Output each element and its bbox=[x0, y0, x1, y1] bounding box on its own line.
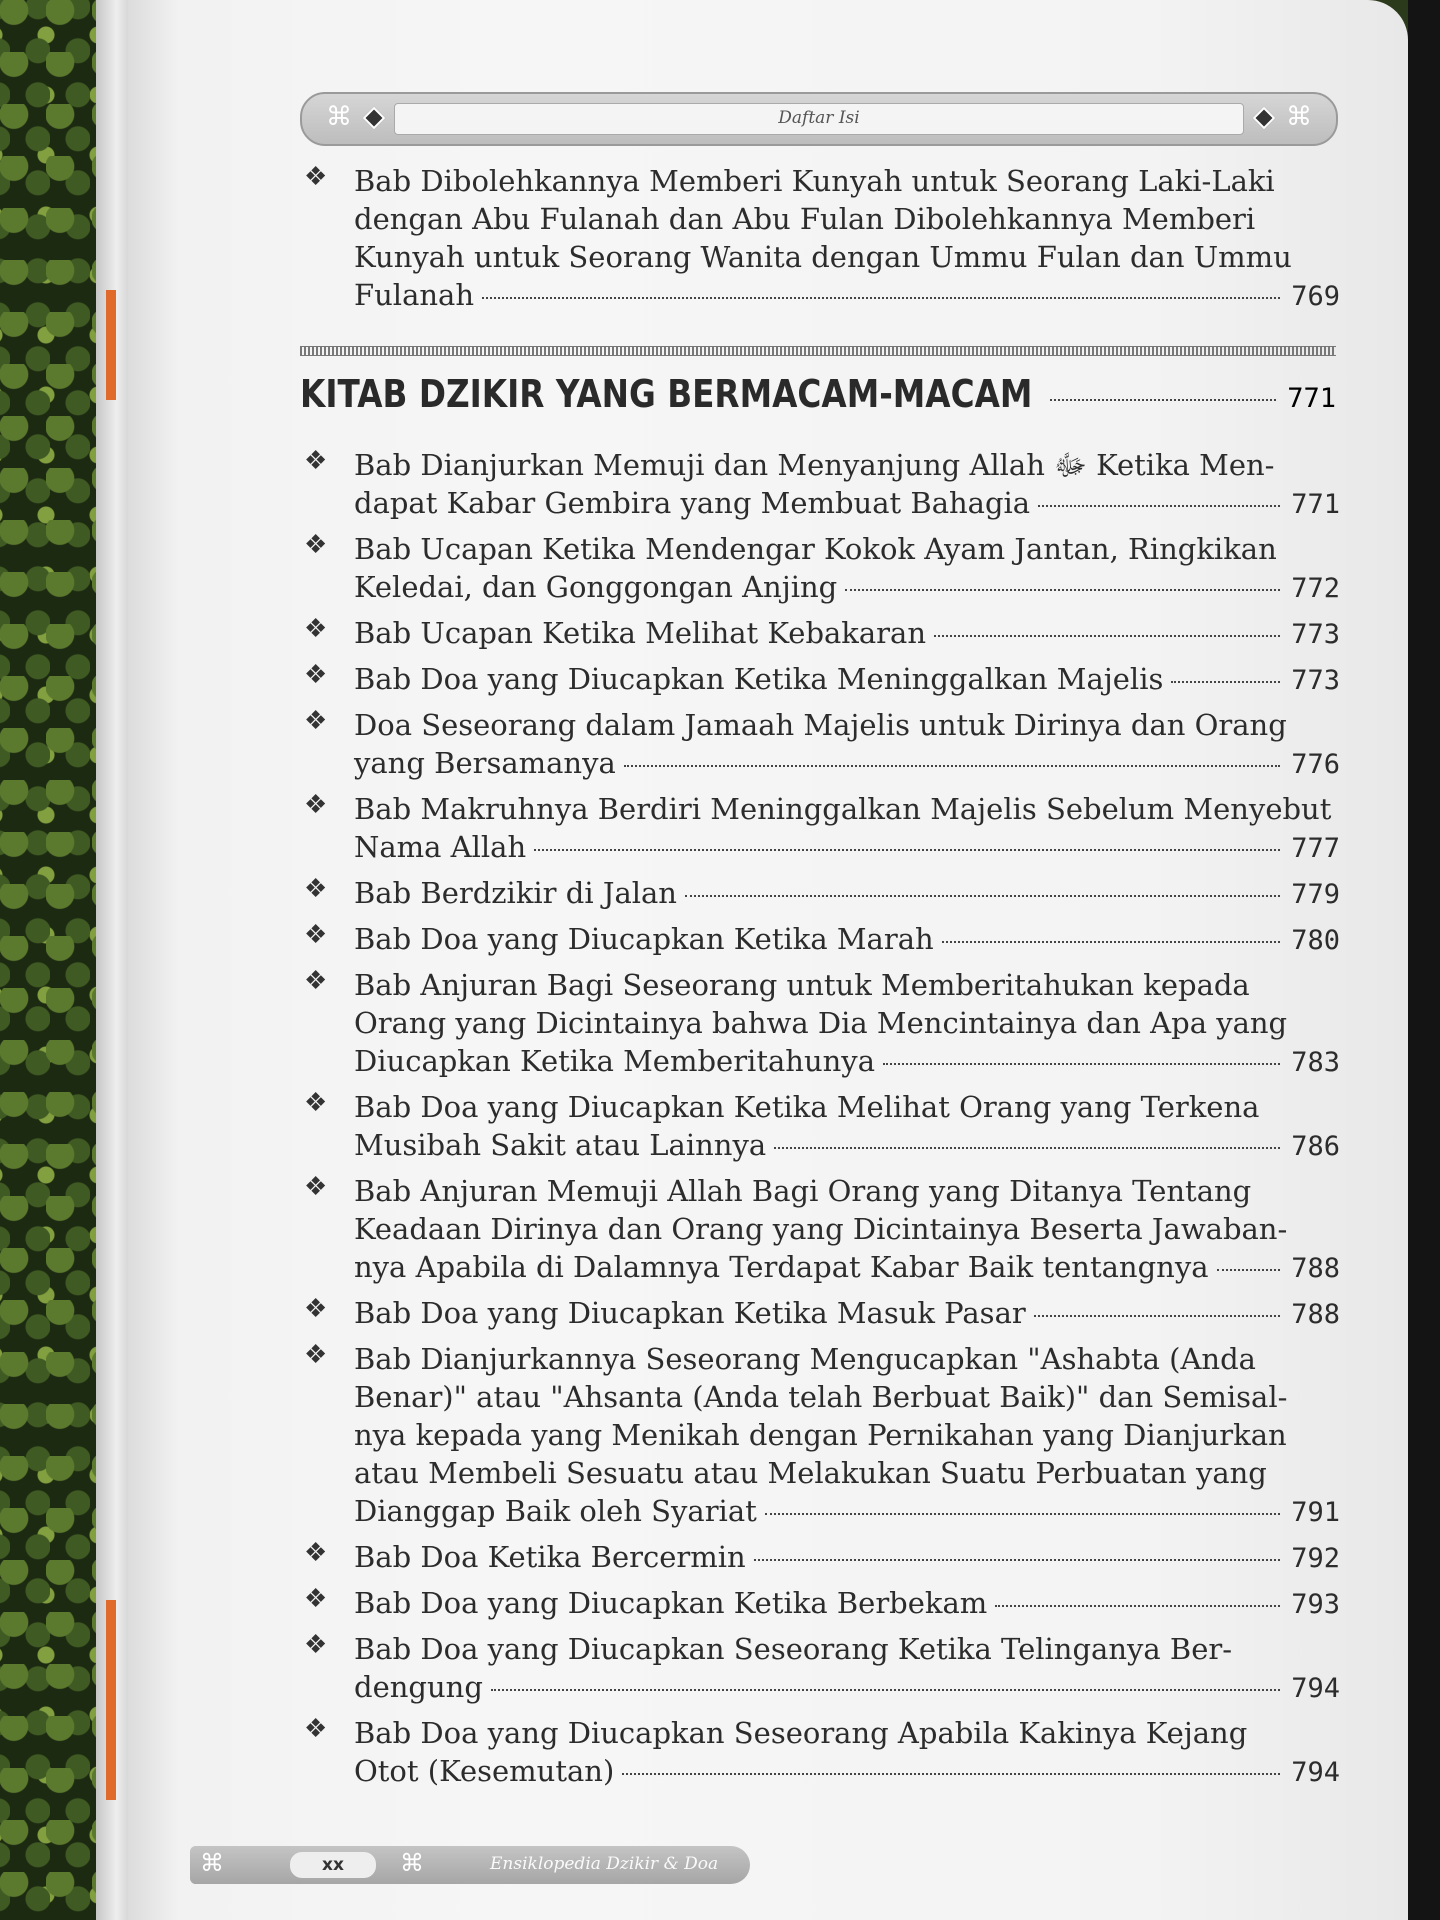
dot-leader bbox=[995, 1605, 1280, 1607]
dot-leader bbox=[1038, 505, 1280, 507]
diamond-bullet-icon: ❖ bbox=[304, 1714, 328, 1744]
knot-ornament-icon: ⌘ bbox=[400, 1849, 424, 1877]
toc-entry-text: Bab Doa Ketika Bercermin bbox=[354, 1540, 746, 1574]
toc-entry-last-line bbox=[354, 920, 1340, 960]
diamond-bullet-icon: ❖ bbox=[304, 706, 328, 736]
dot-leader bbox=[754, 1559, 1280, 1561]
dot-leader bbox=[491, 1689, 1280, 1691]
header-title-box bbox=[394, 103, 1244, 135]
toc-entry-last-line bbox=[354, 1492, 1340, 1532]
knot-ornament-icon: ⌘ bbox=[1286, 102, 1312, 132]
toc-entry-last-line bbox=[354, 276, 1340, 316]
dot-leader bbox=[622, 1773, 1280, 1775]
footer-page-number: xx bbox=[290, 1852, 376, 1878]
header-title: Daftar Isi bbox=[778, 108, 860, 128]
toc-page-number: 783 bbox=[1291, 1047, 1340, 1078]
toc-entry-line: Keadaan Dirinya dan Orang yang Dicintainya Beserta Jawaban- bbox=[354, 1212, 1288, 1246]
dot-leader bbox=[1171, 681, 1280, 683]
toc-page-number: 793 bbox=[1291, 1589, 1340, 1620]
toc-entry-text: Bab Ucapan Ketika Melihat Kebakaran bbox=[354, 616, 926, 650]
header-ornament-bar bbox=[300, 92, 1338, 146]
footer-bar bbox=[190, 1846, 750, 1884]
toc-page-number: 777 bbox=[1291, 833, 1340, 864]
dot-leader bbox=[1034, 1315, 1280, 1317]
toc-page-number: 786 bbox=[1291, 1131, 1340, 1162]
toc-entry-last-line bbox=[354, 1538, 1340, 1578]
diamond-bullet-icon: ❖ bbox=[304, 1088, 328, 1118]
toc-entry-line: atau Membeli Sesuatu atau Melakukan Suatu Perbuatan yang bbox=[354, 1456, 1267, 1490]
toc-entry-line: Bab Dibolehkannya Memberi Kunyah untuk Seorang Laki-Laki bbox=[354, 164, 1275, 198]
toc-entry-text: Bab Berdzikir di Jalan bbox=[354, 876, 677, 910]
diamond-bullet-icon: ❖ bbox=[304, 966, 328, 996]
toc-entry-last-line bbox=[354, 1248, 1340, 1288]
dot-leader bbox=[482, 297, 1280, 299]
diamond-bullet-icon: ❖ bbox=[304, 446, 328, 476]
toc-entry-last-line bbox=[354, 874, 1340, 914]
toc-entry-line: Benar)" atau "Ahsanta (Anda telah Berbuat Baik)" dan Semisal- bbox=[354, 1380, 1288, 1414]
toc-entry-line: Kunyah untuk Seorang Wanita dengan Ummu Fulan dan Ummu bbox=[354, 240, 1292, 274]
diamond-ornament-icon bbox=[363, 107, 386, 130]
toc-entry-text: Fulanah bbox=[354, 278, 475, 312]
orange-bookmark-tab bbox=[106, 1600, 116, 1800]
diamond-bullet-icon: ❖ bbox=[304, 1294, 328, 1324]
diamond-bullet-icon: ❖ bbox=[304, 660, 328, 690]
toc-page-number: 772 bbox=[1291, 573, 1340, 604]
diamond-bullet-icon: ❖ bbox=[304, 614, 328, 644]
toc-entry-line: Bab Anjuran Bagi Seseorang untuk Memberitahukan kepada bbox=[354, 968, 1250, 1002]
toc-entry-line: dengan Abu Fulanah dan Abu Fulan Dibolehkannya Memberi bbox=[354, 202, 1256, 236]
diamond-bullet-icon: ❖ bbox=[304, 1630, 328, 1660]
toc-entry-last-line bbox=[354, 1042, 1340, 1082]
toc-entry-line: Bab Doa yang Diucapkan Seseorang Ketika Telinganya Ber- bbox=[354, 1632, 1233, 1666]
toc-entry-last-line bbox=[354, 484, 1340, 524]
diamond-ornament-icon bbox=[1253, 107, 1276, 130]
toc-entry-line: Bab Anjuran Memuji Allah Bagi Orang yang Ditanya Tentang bbox=[354, 1174, 1252, 1208]
toc-page-number: 791 bbox=[1291, 1497, 1340, 1528]
dot-leader bbox=[934, 635, 1280, 637]
toc-entry-line: Bab Makruhnya Berdiri Meninggalkan Majelis Sebelum Menyebut bbox=[354, 792, 1332, 826]
diamond-bullet-icon: ❖ bbox=[304, 530, 328, 560]
kitab-heading bbox=[300, 372, 1336, 416]
toc-entry-text: Bab Doa yang Diucapkan Ketika Meninggalkan Majelis bbox=[354, 662, 1164, 696]
toc-entry-last-line bbox=[354, 1126, 1340, 1166]
toc-entry-last-line bbox=[354, 828, 1340, 868]
toc-page-number: 780 bbox=[1291, 925, 1340, 956]
diamond-bullet-icon: ❖ bbox=[304, 1172, 328, 1202]
toc-entry-line: Bab Doa yang Diucapkan Seseorang Apabila Kakinya Kejang bbox=[354, 1716, 1248, 1750]
knot-ornament-icon: ⌘ bbox=[200, 1849, 224, 1877]
toc-page-number: 794 bbox=[1291, 1673, 1340, 1704]
knot-ornament-icon: ⌘ bbox=[326, 102, 352, 132]
toc-page-number: 779 bbox=[1291, 879, 1340, 910]
footer-book-title: Ensiklopedia Dzikir & Doa bbox=[490, 1854, 719, 1874]
toc-entry-text: dengung bbox=[354, 1670, 483, 1704]
kitab-title: KITAB DZIKIR YANG BERMACAM-MACAM bbox=[300, 372, 1033, 416]
kitab-page-number: 771 bbox=[1287, 383, 1336, 414]
toc-page-number: 792 bbox=[1291, 1543, 1340, 1574]
toc-page-number: 794 bbox=[1291, 1757, 1340, 1788]
toc-page-number: 788 bbox=[1291, 1299, 1340, 1330]
diamond-bullet-icon: ❖ bbox=[304, 1538, 328, 1568]
dot-leader bbox=[1050, 399, 1276, 401]
dot-leader bbox=[883, 1063, 1280, 1065]
dot-leader bbox=[942, 941, 1280, 943]
toc-entry-line: Bab Ucapan Ketika Mendengar Kokok Ayam Jantan, Ringkikan bbox=[354, 532, 1277, 566]
dot-leader bbox=[845, 589, 1280, 591]
toc-entry-text: dapat Kabar Gembira yang Membuat Bahagia bbox=[354, 486, 1031, 520]
toc-entry-text: Keledai, dan Gonggongan Anjing bbox=[354, 570, 838, 604]
dot-leader bbox=[685, 895, 1280, 897]
toc-entry-line: nya kepada yang Menikah dengan Pernikahan yang Dianjurkan bbox=[354, 1418, 1287, 1452]
toc-entry-last-line bbox=[354, 1294, 1340, 1334]
toc-entry-text: Musibah Sakit atau Lainnya bbox=[354, 1128, 767, 1162]
toc-entry-line: Bab Dianjurkannya Seseorang Mengucapkan "Ashabta (Anda bbox=[354, 1342, 1256, 1376]
toc-entry-text: Bab Doa yang Diucapkan Ketika Marah bbox=[354, 922, 934, 956]
toc-page-number: 773 bbox=[1291, 619, 1340, 650]
toc-entry-last-line bbox=[354, 1668, 1340, 1708]
orange-bookmark-tab bbox=[106, 290, 116, 400]
toc-entry-text: Otot (Kesemutan) bbox=[354, 1754, 615, 1788]
toc-entry-text: Bab Doa yang Diucapkan Ketika Masuk Pasar bbox=[354, 1296, 1026, 1330]
toc-page-number: 771 bbox=[1291, 489, 1340, 520]
toc-entry-line: Bab Doa yang Diucapkan Ketika Melihat Orang yang Terkena bbox=[354, 1090, 1260, 1124]
toc-entry-last-line bbox=[354, 614, 1340, 654]
dot-leader bbox=[534, 849, 1280, 851]
diamond-bullet-icon: ❖ bbox=[304, 1584, 328, 1614]
toc-entry-text: Bab Doa yang Diucapkan Ketika Berbekam bbox=[354, 1586, 988, 1620]
section-separator bbox=[300, 346, 1336, 356]
diamond-bullet-icon: ❖ bbox=[304, 790, 328, 820]
toc-entry-text: Nama Allah bbox=[354, 830, 527, 864]
dot-leader bbox=[765, 1513, 1280, 1515]
toc-entry-text: Diucapkan Ketika Memberitahunya bbox=[354, 1044, 875, 1078]
dot-leader bbox=[774, 1147, 1280, 1149]
toc-page-number: 776 bbox=[1291, 749, 1340, 780]
toc-entry-line: Doa Seseorang dalam Jamaah Majelis untuk Dirinya dan Orang bbox=[354, 708, 1287, 742]
diamond-bullet-icon: ❖ bbox=[304, 162, 328, 192]
page-dark-edge bbox=[1408, 0, 1440, 1920]
diamond-bullet-icon: ❖ bbox=[304, 874, 328, 904]
toc-page-number: 788 bbox=[1291, 1253, 1340, 1284]
toc-page-number: 769 bbox=[1291, 281, 1340, 312]
toc-entry-text: nya Apabila di Dalamnya Terdapat Kabar Baik tentangnya bbox=[354, 1250, 1209, 1284]
toc-entry-last-line bbox=[354, 568, 1340, 608]
diamond-bullet-icon: ❖ bbox=[304, 1340, 328, 1370]
toc-entry-text: yang Bersamanya bbox=[354, 746, 616, 780]
toc-page-number: 773 bbox=[1291, 665, 1340, 696]
toc-entry-last-line bbox=[354, 1752, 1340, 1792]
diamond-bullet-icon: ❖ bbox=[304, 920, 328, 950]
dot-leader bbox=[624, 765, 1280, 767]
toc-entry-line: Bab Dianjurkan Memuji dan Menyanjung Allah ﷻ Ketika Men- bbox=[354, 448, 1275, 482]
toc-entry-last-line bbox=[354, 1584, 1340, 1624]
toc-entry-last-line bbox=[354, 744, 1340, 784]
dot-leader bbox=[1217, 1269, 1281, 1271]
toc-entry-text: Dianggap Baik oleh Syariat bbox=[354, 1494, 757, 1528]
toc-entry-last-line bbox=[354, 660, 1340, 700]
toc-entry-line: Orang yang Dicintainya bahwa Dia Mencintainya dan Apa yang bbox=[354, 1006, 1288, 1040]
